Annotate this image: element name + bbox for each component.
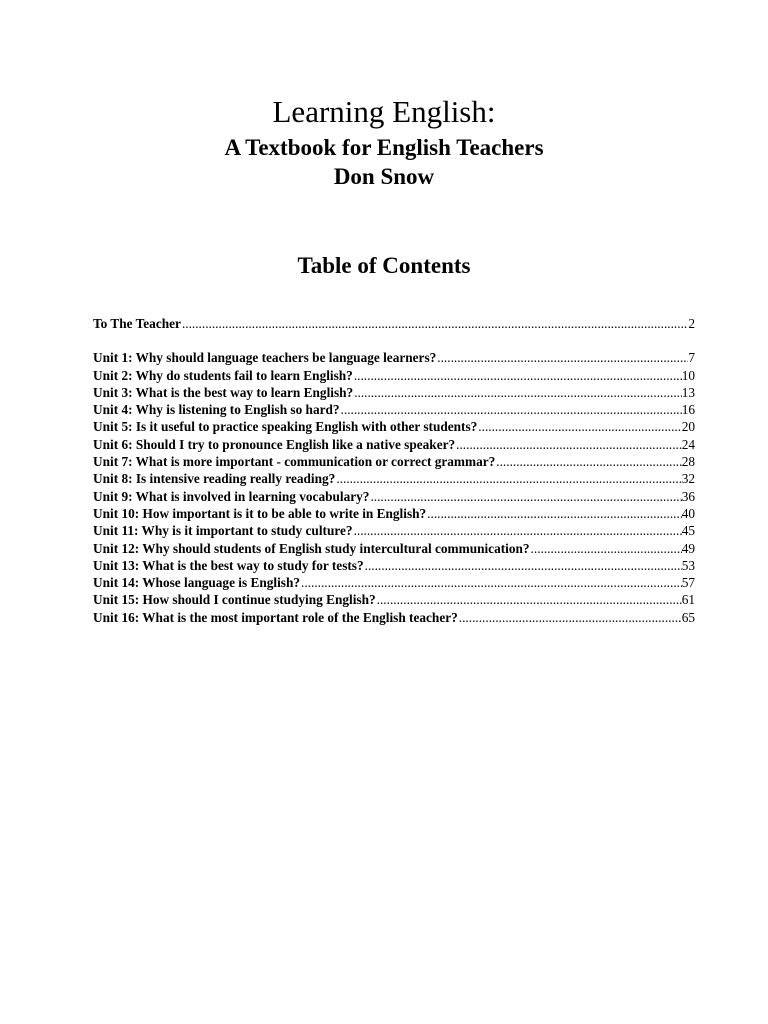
toc-leader-dots (530, 540, 682, 557)
toc-leader-dots (340, 401, 682, 418)
toc-entry-label: Unit 15: How should I continue studying English? (93, 592, 376, 608)
toc-entry (93, 367, 695, 384)
toc-entry-label: Unit 1: Why should language teachers be language learners? (93, 350, 437, 366)
toc-entry (93, 505, 695, 522)
toc-entry-label: Unit 16: What is the most important role of the English teacher? (93, 609, 458, 625)
toc-entry (93, 574, 695, 591)
toc-leader-dots (477, 418, 681, 435)
toc-entry-page: 20 (681, 419, 695, 435)
toc-leader-dots (376, 591, 682, 608)
toc-entry-label: Unit 9: What is involved in learning vocabulary? (93, 488, 370, 504)
toc-leader-dots (426, 505, 682, 522)
toc-entry (93, 315, 695, 332)
toc-entry (93, 470, 695, 487)
toc-entry-page: 61 (681, 592, 695, 608)
toc-entry-label: Unit 5: Is it useful to practice speaking English with other students? (93, 419, 478, 435)
toc-entry-page: 13 (681, 384, 695, 400)
toc-entry-label: Unit 13: What is the best way to study for tests? (93, 557, 364, 573)
toc-entry-label: Unit 6: Should I try to pronounce English like a native speaker? (93, 436, 456, 452)
toc-entry-page: 24 (681, 436, 695, 452)
toc-entry-label: Unit 10: How important is it to be able to write in English? (93, 505, 427, 521)
toc-entry-label: Unit 7: What is more important - communication or correct grammar? (93, 454, 496, 470)
toc-entry-label: Unit 4: Why is listening to English so hard? (93, 402, 340, 418)
toc-entry-page: 32 (681, 471, 695, 487)
toc-entry-page: 28 (681, 454, 695, 470)
toc-entry-page: 49 (681, 540, 695, 556)
toc-entry (93, 401, 695, 418)
toc-leader-dots (436, 349, 688, 366)
toc-leader-dots (369, 488, 681, 505)
toc-entry-page: 40 (681, 505, 695, 521)
toc-entry (93, 349, 695, 366)
toc-leader-dots (353, 384, 682, 401)
toc-leader-dots (300, 574, 682, 591)
toc-entry-page: 10 (681, 367, 695, 383)
toc-leader-dots (495, 453, 681, 470)
table-of-contents (93, 315, 695, 626)
toc-entry (93, 540, 695, 557)
book-author: Don Snow (333, 164, 435, 189)
book-subtitle: A Textbook for English Teachers (224, 135, 544, 160)
toc-entry (93, 591, 695, 608)
toc-entry-label: Unit 2: Why do students fail to learn English? (93, 367, 353, 383)
toc-entry (93, 384, 695, 401)
toc-entry-label: Unit 3: What is the best way to learn English? (93, 384, 354, 400)
toc-leader-dots (455, 436, 682, 453)
toc-entry (93, 609, 695, 626)
toc-entry-label: Unit 8: Is intensive reading really reading? (93, 471, 336, 487)
book-title: Learning English: (272, 94, 496, 129)
toc-leader-dots (353, 367, 682, 384)
toc-entry (93, 522, 695, 539)
toc-entry-label: Unit 11: Why is it important to study culture? (93, 523, 353, 539)
toc-entry (93, 488, 695, 505)
toc-entry-label: Unit 12: Why should students of English study intercultural communication? (93, 540, 530, 556)
toc-entry (93, 436, 695, 453)
toc-entry-page: 57 (681, 575, 695, 591)
toc-entry-page: 65 (681, 609, 695, 625)
toc-leader-dots (181, 315, 688, 332)
toc-leader-dots (458, 609, 682, 626)
toc-entry-label: To The Teacher (93, 316, 181, 331)
toc-entry-page: 2 (688, 316, 695, 331)
toc-entry-page: 16 (681, 402, 695, 418)
toc-leader-dots (353, 522, 682, 539)
toc-leader-dots (364, 557, 682, 574)
toc-entry-page: 7 (688, 350, 695, 366)
toc-entry-page: 45 (681, 523, 695, 539)
toc-heading: Table of Contents (297, 253, 471, 278)
toc-entry (93, 453, 695, 470)
toc-entry-page: 53 (681, 557, 695, 573)
toc-entry-label: Unit 14: Whose language is English? (93, 575, 301, 591)
toc-entry-page: 36 (681, 488, 695, 504)
toc-leader-dots (335, 470, 681, 487)
toc-entry (93, 557, 695, 574)
toc-entry (93, 418, 695, 435)
